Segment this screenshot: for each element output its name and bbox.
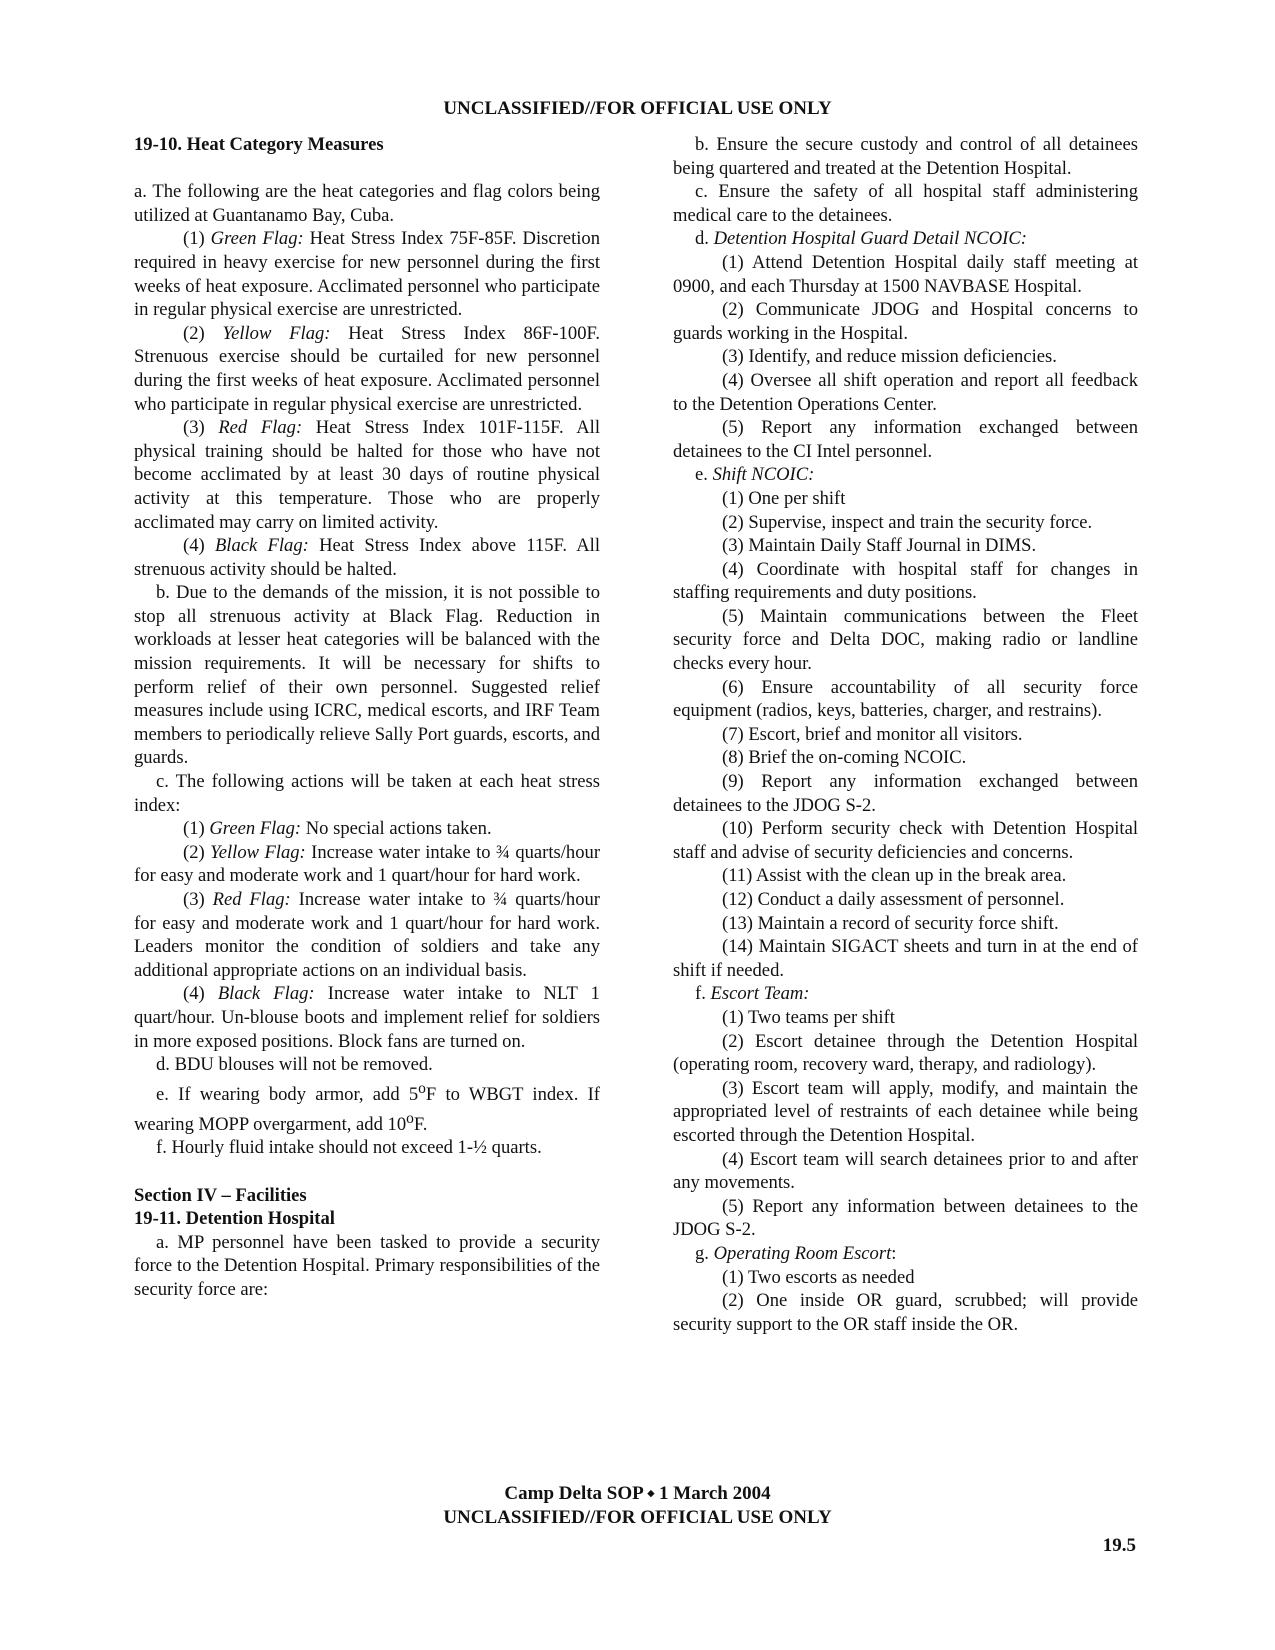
para-a3: (3) Red Flag: Heat Stress Index 101F-115F. All physical training should be halted for those who have not become acclimated by at least 30 days of routine physical activity at this temperature. Those who are properly acclimated may carry on limited activity. [134, 417, 600, 533]
para-a4: (4) Black Flag: Heat Stress Index above 115F. All strenuous activity should be halted. [134, 535, 600, 580]
para-hospital-d: d. Detention Hospital Guard Detail NCOIC: [695, 228, 1027, 250]
para-d: d. BDU blouses will not be removed. [156, 1054, 433, 1076]
para-hospital-a: a. MP personnel have been tasked to provide a security force to the Detention Hospital. Primary responsibilities of the security force are: [134, 1231, 600, 1300]
para-a1: (1) Green Flag: Heat Stress Index 75F-85F. Discretion required in heavy exercise for new personnel during the first weeks of heat exposure. Acclimated personnel who participate in regular physical exercise are unrestricted. [134, 228, 600, 321]
para-e3: (3) Maintain Daily Staff Journal in DIMS. [722, 535, 1037, 557]
para-e11: (11) Assist with the clean up in the break area. [722, 865, 1067, 887]
para-e6: (6) Ensure accountability of all security force equipment (radios, keys, batteries, charger, and restrains). [673, 676, 1138, 722]
para-e: e. If wearing body armor, add 5$^o$F to WBGT index. If wearing MOPP overgarment, add 10$^o$F. [134, 1079, 600, 1135]
para-g1: (1) Two escorts as needed [722, 1266, 915, 1288]
para-c1: (1) Green Flag: No special actions taken. [183, 818, 492, 840]
para-d1: (1) Attend Detention Hospital daily staff meeting at 0900, and each Thursday at 1500 NAVBASE Hospital. [673, 251, 1138, 297]
para-hospital-f: f. Escort Team: [695, 983, 810, 1005]
para-d3: (3) Identify, and reduce mission deficiencies. [722, 346, 1057, 368]
page-footer [0, 1482, 1275, 1529]
section-iv-heading: Section IV – Facilities [134, 1184, 307, 1206]
para-a: a. The following are the heat categories and flag colors being utilized at Guantanamo Bay, Cuba. [134, 181, 600, 226]
para-f2: (2) Escort detainee through the Detention Hospital (operating room, recovery ward, therapy, and radiology). [673, 1030, 1138, 1076]
para-c3: (3) Red Flag: Increase water intake to ¾ quarts/hour for easy and moderate work and 1 quart/hour for hard work. Leaders monitor the condition of soldiers and take any additional appropriate actions on an individual basis. [134, 889, 600, 981]
para-f: f. Hourly fluid intake should not exceed 1-½ quarts. [156, 1137, 542, 1159]
para-c2: (2) Yellow Flag: Increase water intake to ¾ quarts/hour for easy and moderate work and 1 quart/hour for hard work. [134, 841, 601, 887]
para-a2: (2) Yellow Flag: Heat Stress Index 86F-100F. Strenuous exercise should be curtailed for new personnel during the first weeks of heat exposure. Acclimated personnel who participate in regular physical exercise are unrestricted. [134, 322, 600, 415]
para-e5: (5) Maintain communications between the Fleet security force and Delta DOC, making radio or landline checks every hour. [673, 605, 1138, 675]
page-number: 19.5 [1102, 1535, 1136, 1556]
para-d4: (4) Oversee all shift operation and report all feedback to the Detention Operations Center. [673, 369, 1138, 415]
para-hospital-e: e. Shift NCOIC: [695, 464, 815, 486]
para-f5: (5) Report any information between detainees to the JDOG S-2. [673, 1195, 1138, 1241]
para-d2: (2) Communicate JDOG and Hospital concerns to guards working in the Hospital. [673, 299, 1138, 344]
para-e14: (14) Maintain SIGACT sheets and turn in at the end of shift if needed. [673, 936, 1138, 981]
section-heading-19-10: 19-10. Heat Category Measures [134, 134, 384, 155]
para-e4: (4) Coordinate with hospital staff for changes in staffing requirements and duty positions. [673, 558, 1138, 604]
footer-classification: UNCLASSIFIED//FOR OFFICIAL USE ONLY [443, 1506, 832, 1528]
para-e12: (12) Conduct a daily assessment of personnel. [722, 889, 1065, 910]
para-e2: (2) Supervise, inspect and train the security force. [722, 511, 1093, 533]
para-f3: (3) Escort team will apply, modify, and maintain the appropriated level of restraints of each detainee while being escorted through the Detention Hospital. [673, 1077, 1138, 1146]
right-column [673, 133, 1138, 1336]
para-e1: (1) One per shift [722, 487, 846, 509]
para-b: b. Due to the demands of the mission, it is not possible to stop all strenuous activity at Black Flag. Reduction in workloads at lesser heat categories will be balanced with the mission requirements. It will be necessary for shifts to perform relief of their own personnel. Suggested relief measures include using ICRC, medical escorts, and IRF Team members to periodically relieve Sally Port guards, escorts, and guards. [134, 582, 600, 769]
para-e8: (8) Brief the on-coming NCOIC. [722, 747, 967, 769]
para-e13: (13) Maintain a record of security force shift. [722, 912, 1059, 934]
para-c: c. The following actions will be taken at each heat stress index: [134, 771, 600, 816]
para-d5: (5) Report any information exchanged between detainees to the CI Intel personnel. [673, 417, 1138, 462]
para-c4: (4) Black Flag: Increase water intake to NLT 1 quart/hour. Un-blouse boots and implement relief for soldiers in more exposed positions. Block fans are turned on. [134, 983, 600, 1052]
para-hospital-c: c. Ensure the safety of all hospital staff administering medical care to the detainees. [673, 181, 1138, 226]
para-g2: (2) One inside OR guard, scrubbed; will provide security support to the OR staff inside the OR. [673, 1290, 1138, 1335]
left-column [134, 133, 600, 1301]
para-e9: (9) Report any information exchanged between detainees to the JDOG S-2. [673, 771, 1138, 816]
para-f1: (1) Two teams per shift [722, 1006, 895, 1028]
section-heading-19-11: 19-11. Detention Hospital [134, 1208, 335, 1230]
footer-title: Camp Delta SOP ⬩ 1 March 2004 [504, 1483, 771, 1504]
para-e10: (10) Perform security check with Detention Hospital staff and advise of security deficiencies and concerns. [673, 818, 1138, 863]
classification-header: UNCLASSIFIED//FOR OFFICIAL USE ONLY [443, 98, 832, 119]
para-f4: (4) Escort team will search detainees prior to and after any movements. [673, 1148, 1138, 1194]
para-hospital-b: b. Ensure the secure custody and control of all detainees being quartered and treated at the Detention Hospital. [673, 134, 1138, 179]
para-hospital-g: g. Operating Room Escort: [695, 1242, 897, 1264]
para-e7: (7) Escort, brief and monitor all visitors. [722, 723, 1023, 745]
